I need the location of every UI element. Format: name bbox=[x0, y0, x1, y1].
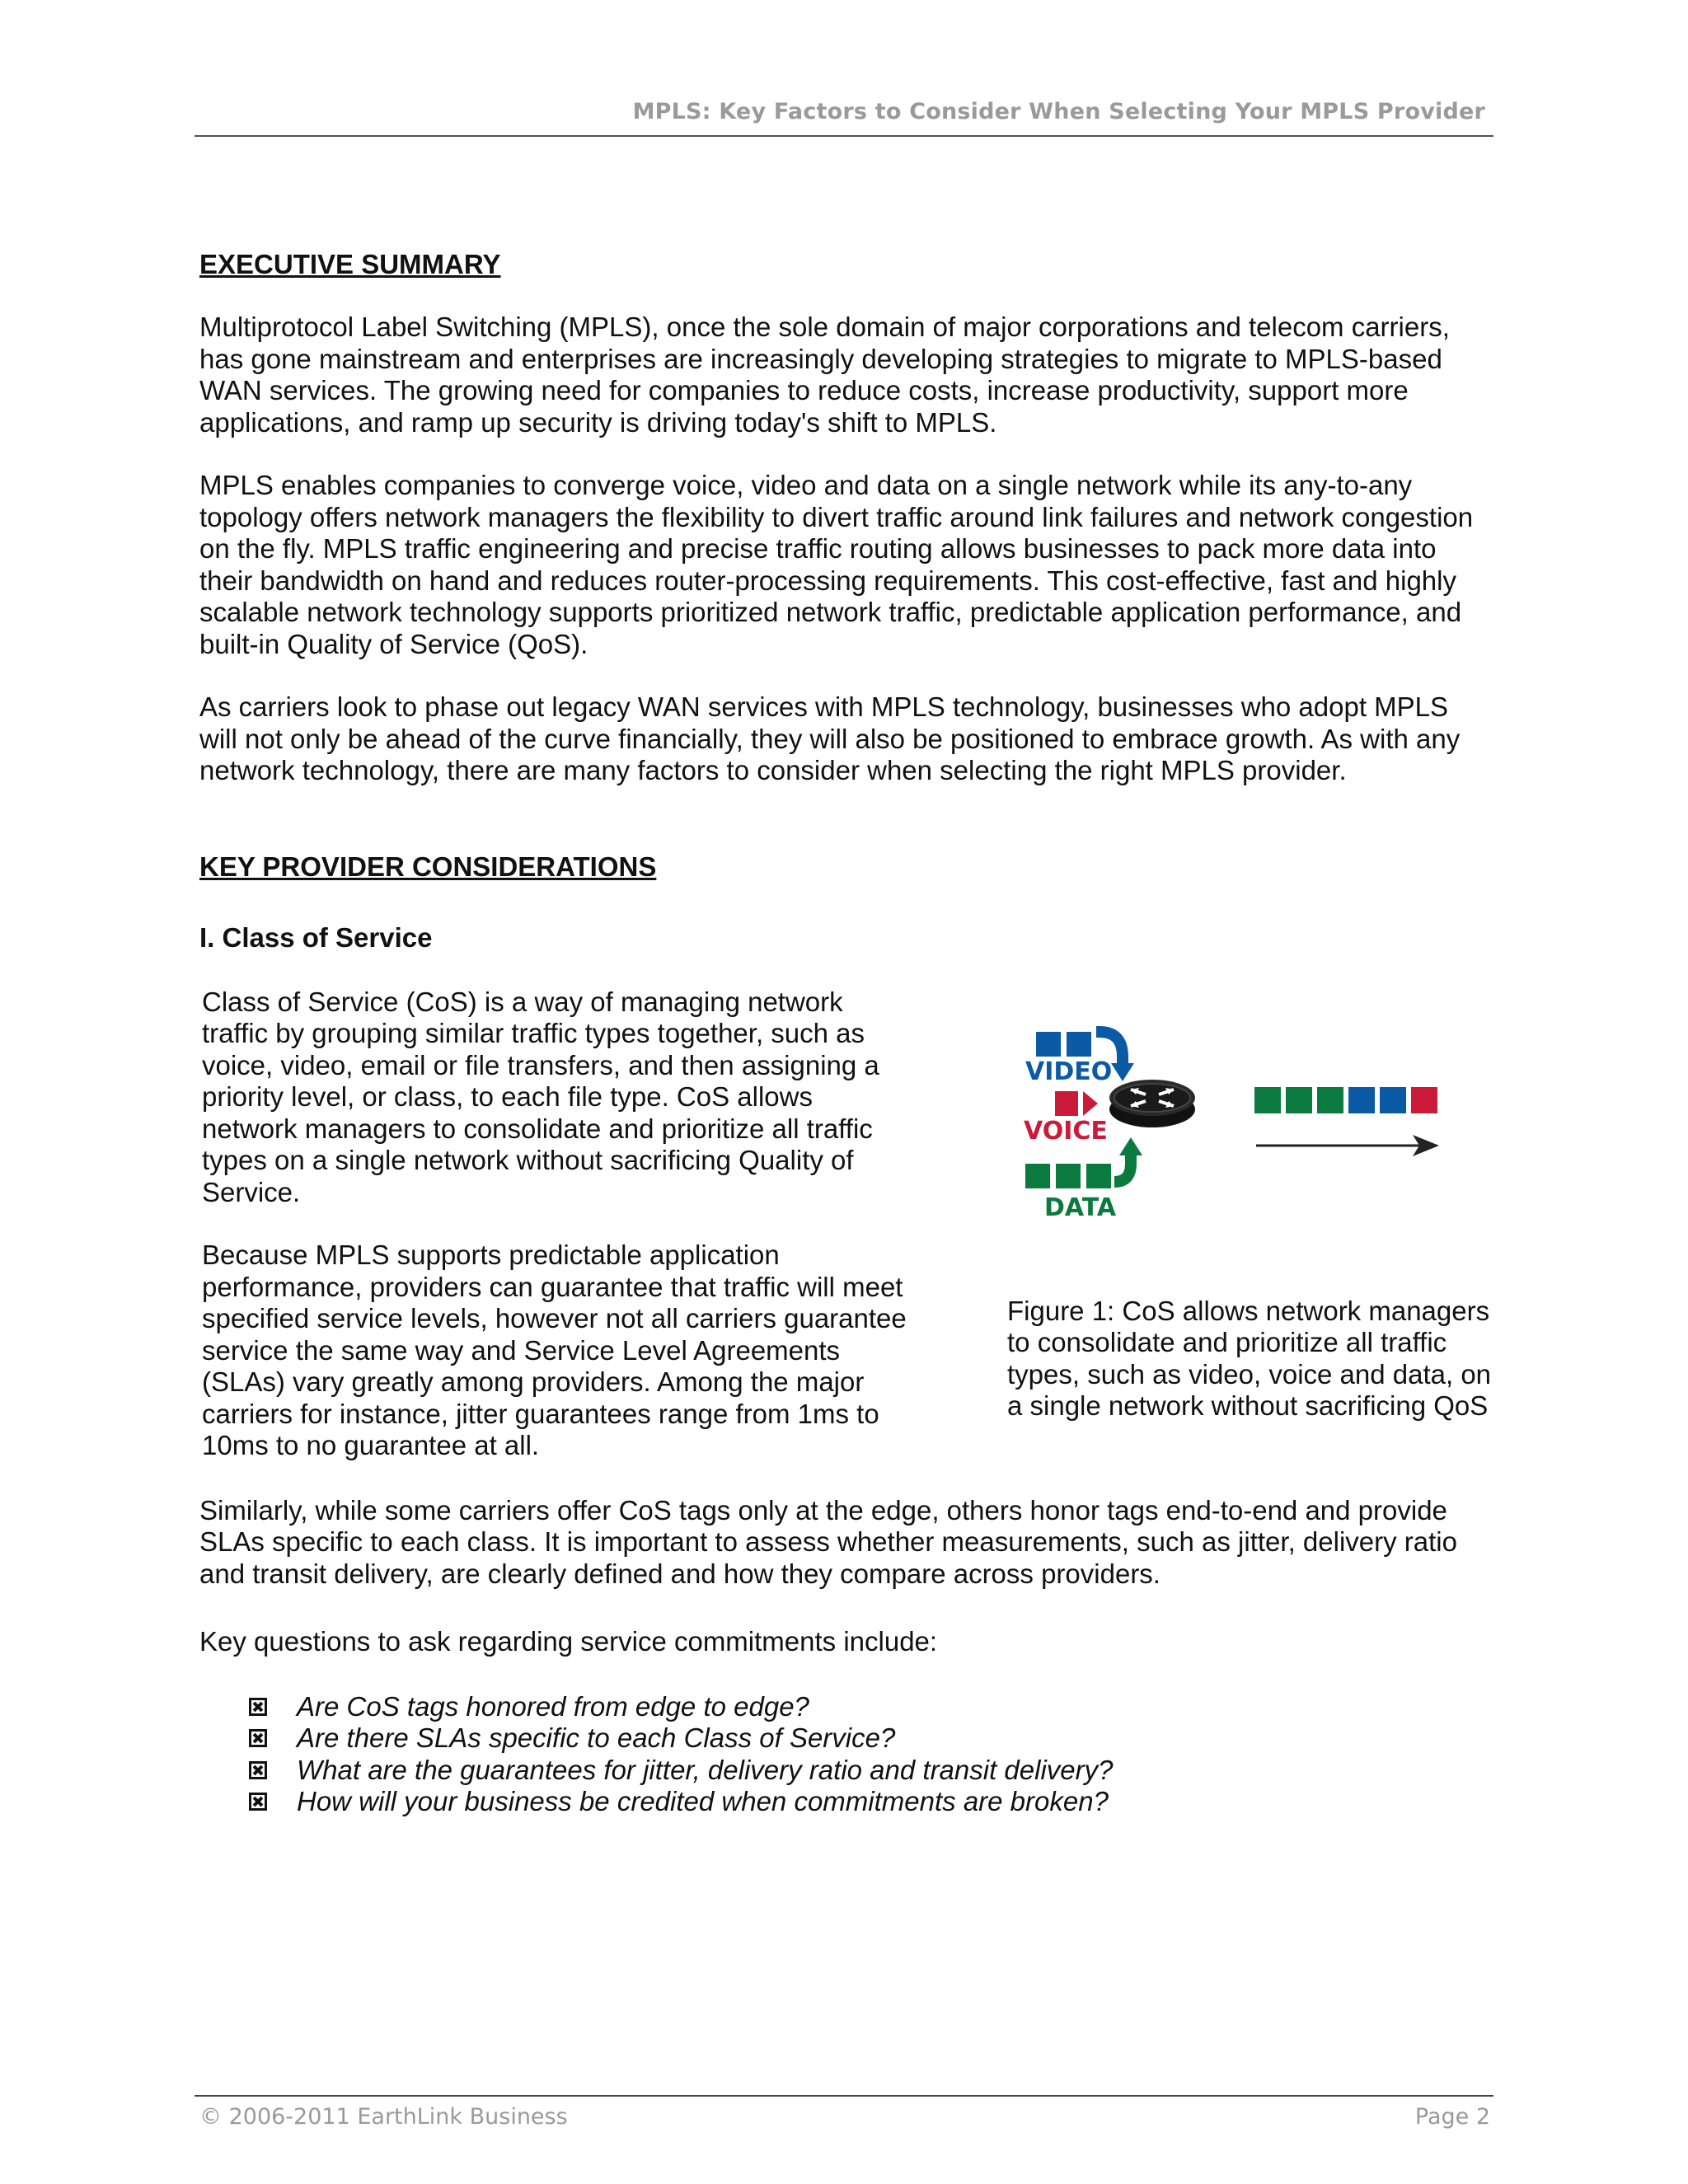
data-packet-2 bbox=[1056, 1164, 1081, 1188]
router-icon bbox=[1109, 1080, 1195, 1127]
footer-copyright: © 2006-2011 EarthLink Business bbox=[199, 2104, 568, 2130]
summary-paragraph-2: MPLS enables companies to converge voice, video and data on a single network while its any-to-any topology offers network managers the flexibility to divert traffic around link failures and network congestion on the fly. MPLS traffic engineering and precise traffic routing allows businesses to pack more data into their bandwidth on hand and reduces router-processing requirements. This cost-effective, fast and highly scalable network technology supports prioritized network traffic, predictable application performance, and built-in Quality of Service (QoS). bbox=[199, 470, 1474, 659]
key-considerations-heading: KEY PROVIDER CONSIDERATIONS bbox=[199, 851, 657, 882]
summary-paragraph-3: As carriers look to phase out legacy WAN services with MPLS technology, businesses who adopt MPLS will not only be ahead of the curve financially, they will also be positioned to embrace growth. As with any network technology, there are many factors to consider when selecting the right MPLS provider. bbox=[199, 691, 1461, 785]
summary-paragraph-1: Multiprotocol Label Switching (MPLS), once the sole domain of major corporations and telecom carriers, has gone mainstream and enterprises are increasingly developing strategies to migrate to MPLS-based WAN services. The growing need for companies to reduce costs, increase productivity, support more applications, and ramp up security is driving today's shift to MPLS. bbox=[199, 312, 1450, 438]
page-content bbox=[199, 249, 1493, 1818]
data-label: DATA bbox=[1044, 1193, 1117, 1222]
checkbox-x-icon bbox=[249, 1698, 267, 1716]
list-item bbox=[249, 1691, 1493, 1723]
output-packet-3 bbox=[1317, 1087, 1343, 1113]
cos-paragraph-1: Class of Service (CoS) is a way of managing network traffic by grouping similar traffic types together, such as voice, video, email or file transfers, and then assigning a priority level, or class, to each file type. CoS allows network managers to consolidate and prioritize all traffic types on a single network without sacrificing Quality of Service. bbox=[202, 986, 879, 1207]
class-of-service-section bbox=[199, 987, 1493, 1462]
video-packet-1 bbox=[1036, 1032, 1061, 1057]
questions-list bbox=[199, 1691, 1493, 1818]
figure-column bbox=[1007, 987, 1493, 1462]
data-curved-arrow bbox=[1114, 1154, 1131, 1182]
running-header-title: MPLS: Key Factors to Consider When Selecting Your MPLS Provider bbox=[632, 99, 1485, 124]
output-packet-6 bbox=[1411, 1087, 1437, 1113]
figure-caption: Figure 1: CoS allows network managers to consolidate and prioritize all traffic types, such as video, voice and data, on a single network without sacrificing QoS bbox=[1007, 1295, 1492, 1421]
list-item bbox=[249, 1722, 1493, 1755]
class-of-service-heading: I. Class of Service bbox=[199, 921, 433, 953]
question-text: What are the guarantees for jitter, delivery ratio and transit delivery? bbox=[297, 1754, 1114, 1785]
output-packet-2 bbox=[1286, 1087, 1312, 1113]
footer-page-number: Page 2 bbox=[1414, 2104, 1490, 2130]
question-text: Are CoS tags honored from edge to edge? bbox=[297, 1690, 809, 1722]
cos-paragraph-3: Similarly, while some carriers offer CoS tags only at the edge, others honor tags end-to-end and provide SLAs specific to each class. It is important to assess whether measurements, such as jitter, delivery ratio and transit delivery, are clearly defined and how they compare across providers. bbox=[199, 1494, 1457, 1589]
voice-packet bbox=[1055, 1091, 1078, 1116]
cos-text-column bbox=[199, 987, 911, 1462]
output-packet-4 bbox=[1348, 1087, 1375, 1113]
output-packet-5 bbox=[1380, 1087, 1406, 1113]
video-label: VIDEO bbox=[1025, 1057, 1113, 1086]
list-item bbox=[249, 1786, 1493, 1818]
question-text: Are there SLAs specific to each Class of Service? bbox=[297, 1722, 896, 1753]
header-divider bbox=[195, 135, 1493, 137]
list-item bbox=[249, 1755, 1493, 1787]
video-arrow-head bbox=[1111, 1063, 1134, 1081]
checkbox-x-icon bbox=[249, 1761, 267, 1779]
question-text: How will your business be credited when commitments are broken? bbox=[297, 1786, 1109, 1816]
cos-paragraph-2: Because MPLS supports predictable application performance, providers can guarantee that traffic will meet specified service levels, however not all carriers guarantee service the same way and Service Level Agreements (SLAs) vary greatly among providers. Among the major carriers for instance, jitter guarantees range from 1ms to 10ms to no guarantee at all. bbox=[202, 1240, 907, 1460]
questions-intro: Key questions to ask regarding service commitments include: bbox=[199, 1626, 938, 1657]
checkbox-x-icon bbox=[249, 1729, 267, 1747]
video-packet-2 bbox=[1067, 1032, 1091, 1057]
data-packet-3 bbox=[1086, 1164, 1111, 1188]
data-packet-1 bbox=[1025, 1164, 1050, 1188]
output-packet-1 bbox=[1254, 1087, 1281, 1113]
executive-summary-heading: EXECUTIVE SUMMARY bbox=[199, 249, 501, 279]
voice-label: VOICE bbox=[1024, 1116, 1108, 1146]
checkbox-x-icon bbox=[249, 1793, 267, 1811]
data-arrow-head bbox=[1119, 1137, 1142, 1155]
footer-divider bbox=[195, 2095, 1493, 2097]
cos-traffic-figure bbox=[1007, 1007, 1493, 1246]
voice-arrow-head bbox=[1083, 1091, 1098, 1116]
